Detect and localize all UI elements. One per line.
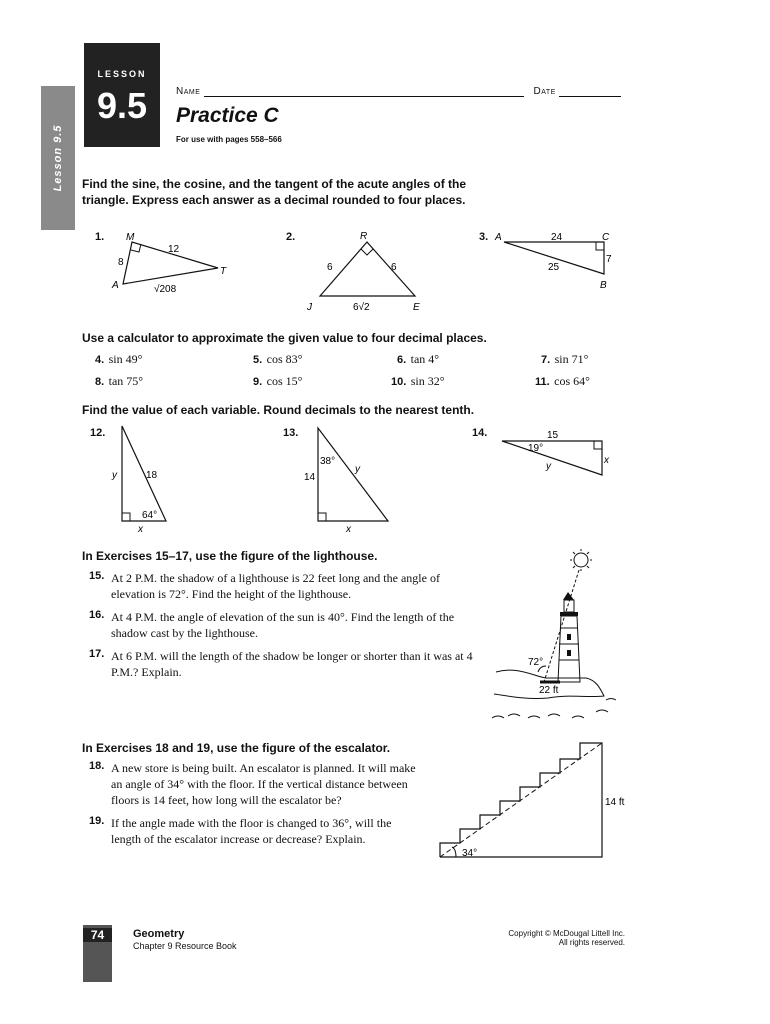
calc-num: 9. — [253, 376, 263, 388]
ex12-number: 12. — [90, 427, 106, 439]
calc-num: 4. — [95, 354, 105, 366]
ex13-var-x: x — [346, 524, 351, 535]
ex14-number: 14. — [472, 427, 488, 439]
ex13-triangle — [298, 420, 398, 535]
calc-expr: cos 83° — [266, 352, 303, 366]
problem-number: 16. — [89, 609, 105, 621]
side-tab — [41, 86, 75, 230]
ex13-side: 14 — [304, 472, 316, 483]
calc-expr: sin 71° — [554, 352, 589, 366]
ex14-triangle — [490, 425, 620, 485]
ex1-vertex-t: T — [220, 266, 227, 277]
problem-number: 15. — [89, 570, 105, 582]
ex14-side: 15 — [547, 430, 559, 441]
escalator-problems — [89, 760, 419, 847]
date-field[interactable] — [559, 96, 621, 97]
calc-item — [397, 350, 439, 368]
ex3-number: 3. — [479, 231, 489, 243]
escalator-angle: 34° — [462, 848, 478, 859]
lighthouse-angle: 72° — [528, 657, 544, 668]
calc-item — [95, 350, 142, 368]
name-label: Name — [176, 86, 201, 97]
calc-item — [535, 372, 590, 390]
ex12-triangle — [108, 420, 178, 535]
calc-item — [95, 372, 143, 390]
page-number: 74 — [83, 928, 112, 942]
name-date-line — [176, 86, 621, 97]
ex3-side-7: 7 — [606, 254, 612, 265]
section2-instructions: Use a calculator to approximate the given value to four decimal places. — [82, 331, 487, 345]
ex2-triangle — [300, 228, 440, 316]
calc-expr: sin 32° — [410, 374, 445, 388]
calc-item — [253, 372, 302, 390]
ex3-hyp: 25 — [548, 262, 560, 273]
footer-book-subtitle: Chapter 9 Resource Book — [133, 941, 237, 951]
problem-19 — [89, 815, 419, 847]
date-label: Date — [533, 86, 556, 97]
ex13-number: 13. — [283, 427, 299, 439]
ex3-vertex-b: B — [600, 280, 607, 291]
lesson-number: 9.5 — [96, 85, 148, 126]
ex1-side-12: 12 — [168, 244, 180, 255]
ex12-var-y: y — [112, 470, 117, 481]
ex1-triangle — [108, 228, 238, 298]
calc-num: 11. — [535, 376, 550, 388]
calc-expr: sin 49° — [108, 352, 143, 366]
page-title: Practice C — [176, 104, 279, 127]
ex2-vertex-j: J — [307, 302, 312, 313]
ex12-var-x: x — [138, 524, 143, 535]
ex2-base: 6√2 — [353, 302, 370, 313]
section5-instructions: In Exercises 18 and 19, use the figure of the escalator. — [82, 741, 391, 755]
sun-icon — [570, 549, 592, 571]
escalator-height: 14 ft — [605, 797, 625, 808]
ex3-side-24: 24 — [551, 232, 563, 243]
footer-book-title: Geometry — [133, 928, 185, 940]
section4-instructions: In Exercises 15–17, use the figure of the lighthouse. — [82, 549, 378, 563]
calc-expr: cos 64° — [554, 374, 590, 388]
ex14-var-x: x — [604, 455, 609, 466]
calc-item — [541, 350, 588, 368]
ex2-vertex-r: R — [360, 231, 368, 242]
problem-16 — [89, 609, 484, 641]
escalator-figure — [432, 735, 632, 865]
problem-text: If the angle made with the floor is changed to 36°, will the length of the escalator increase or decrease? Explain. — [111, 816, 392, 846]
calc-item — [391, 372, 445, 390]
ex3-vertex-a: A — [495, 232, 502, 243]
name-field[interactable] — [204, 96, 524, 97]
problem-text: At 2 P.M. the shadow of a lighthouse is 22 feet long and the angle of elevation is 72°. Find the height of the lighthouse. — [111, 571, 440, 601]
problem-text: A new store is being built. An escalator is planned. It will make an angle of 34° with the floor. If the vertical distance between floors is 14 feet, how long will the escalator be? — [111, 761, 416, 807]
ex2-vertex-e: E — [413, 302, 420, 313]
calc-num: 10. — [391, 376, 407, 388]
problem-text: At 6 P.M. will the length of the shadow be longer or shorter than it was at 4 P.M.? Explain. — [111, 649, 473, 679]
calc-num: 8. — [95, 376, 105, 388]
ex1-vertex-a: A — [112, 280, 119, 291]
ex12-side: 18 — [146, 470, 158, 481]
calc-num: 5. — [253, 354, 263, 366]
ex1-number: 1. — [95, 231, 105, 243]
copyright-line-1: Copyright © McDougal Littell Inc. — [508, 929, 625, 938]
copyright-line-2: All rights reserved. — [558, 938, 625, 947]
calc-num: 7. — [541, 354, 551, 366]
lesson-badge — [84, 43, 160, 147]
problem-15 — [89, 570, 484, 602]
problem-number: 19. — [89, 815, 105, 827]
ex1-vertex-m: M — [126, 232, 135, 243]
ex1-hyp: √208 — [154, 284, 177, 295]
ex2-side-left: 6 — [327, 262, 333, 273]
lighthouse-icon — [558, 592, 580, 682]
lesson-label: LESSON — [97, 69, 147, 79]
problem-text: At 4 P.M. the angle of elevation of the sun is 40°. Find the length of the shadow cast by the lighthouse. — [111, 610, 455, 640]
ex2-side-right: 6 — [391, 262, 397, 273]
page-subtitle: For use with pages 558–566 — [176, 135, 282, 144]
calc-expr: cos 15° — [266, 374, 303, 388]
ex3-vertex-c: C — [602, 232, 610, 243]
ex2-number: 2. — [286, 231, 296, 243]
problem-number: 17. — [89, 648, 105, 660]
lighthouse-shadow-length: 22 ft — [539, 685, 559, 696]
ex14-angle: 19° — [528, 443, 544, 454]
calc-expr: tan 4° — [410, 352, 440, 366]
page-number-box — [83, 925, 112, 982]
ex3-triangle — [494, 228, 624, 294]
footer-copyright — [508, 929, 625, 947]
section3-instructions: Find the value of each variable. Round decimals to the nearest tenth. — [82, 403, 475, 417]
calc-expr: tan 75° — [108, 374, 144, 388]
problem-number: 18. — [89, 760, 105, 772]
section1-instructions: Find the sine, the cosine, and the tangent of the acute angles of the triangle. Express each answer as a decimal rounded to four places. — [82, 177, 467, 207]
lighthouse-figure — [488, 548, 628, 723]
calc-num: 6. — [397, 354, 407, 366]
ex1-side-8: 8 — [118, 257, 124, 268]
lighthouse-problems — [89, 570, 484, 680]
calc-item — [253, 350, 302, 368]
ex13-angle: 38° — [320, 456, 336, 467]
problem-18 — [89, 760, 419, 808]
calc-grid — [95, 350, 615, 394]
ex12-angle: 64° — [142, 510, 158, 521]
side-tab-label: Lesson 9.5 — [52, 124, 64, 192]
ex14-var-y: y — [546, 461, 551, 472]
problem-17 — [89, 648, 484, 680]
ex13-var-y: y — [355, 464, 360, 475]
